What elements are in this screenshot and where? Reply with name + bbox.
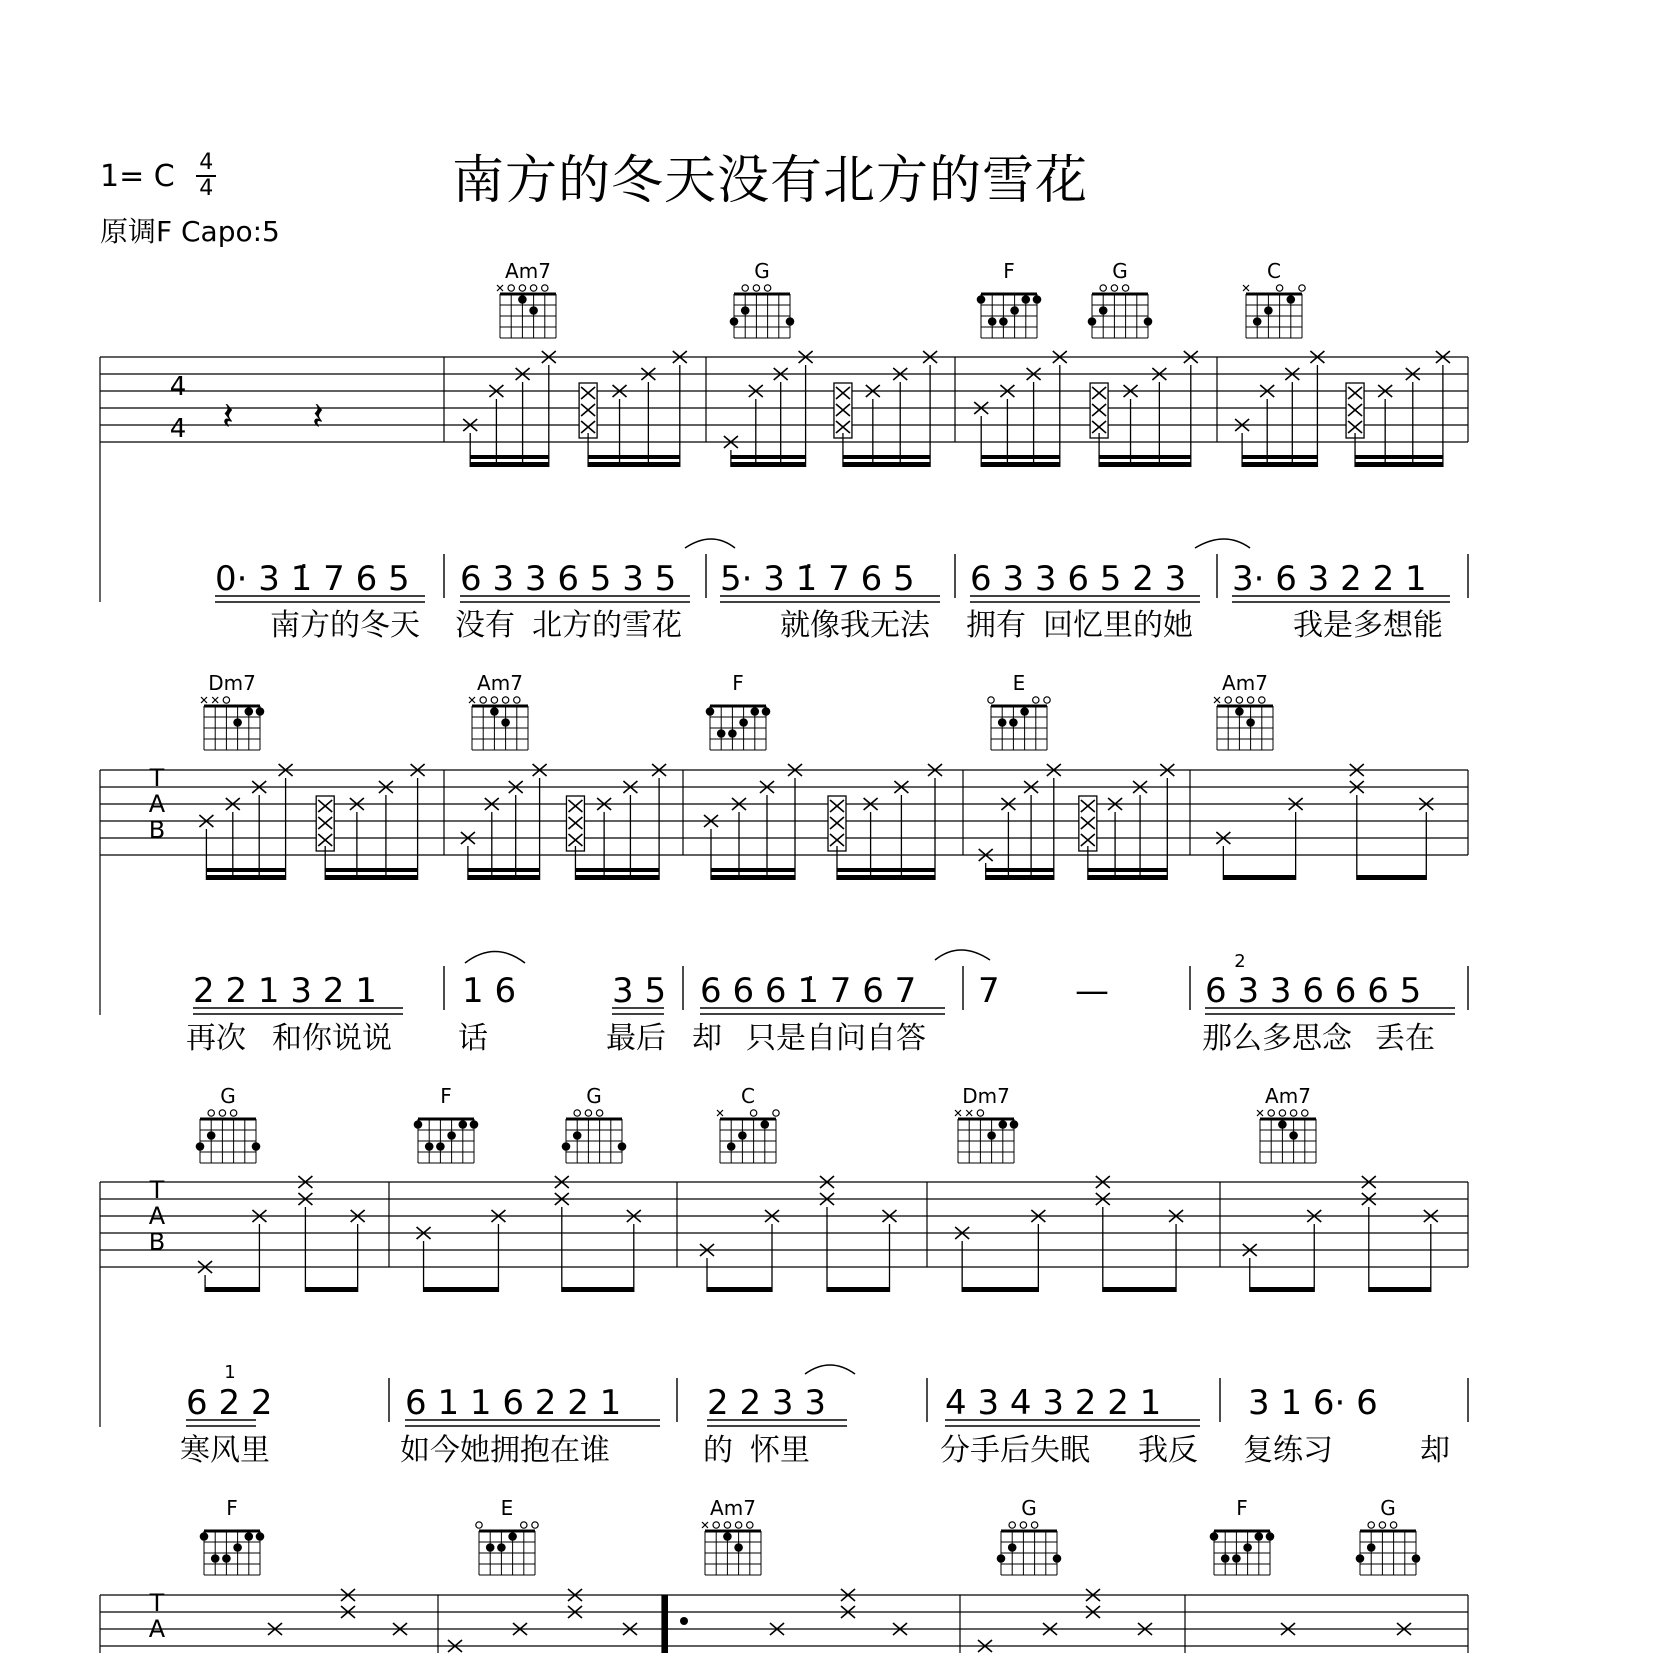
finger-dot bbox=[1356, 1554, 1365, 1563]
finger-dot bbox=[1033, 295, 1042, 304]
chord-diagram bbox=[562, 1084, 627, 1163]
notation-group: 3 5 bbox=[612, 971, 667, 1011]
chord-name: Am7 bbox=[1222, 671, 1268, 695]
finger-dot bbox=[1010, 306, 1019, 315]
chord-diagram bbox=[1214, 671, 1273, 750]
system-3 bbox=[100, 1176, 1468, 1468]
notation-group: 2 2 3 3 bbox=[707, 1383, 826, 1423]
beam bbox=[711, 875, 795, 880]
finger-dot bbox=[1010, 1120, 1019, 1129]
key-label: 1= C bbox=[100, 158, 175, 194]
chord-diagram bbox=[497, 259, 556, 338]
lyric: 那么多思念 bbox=[1202, 1021, 1352, 1056]
finger-dot bbox=[1088, 317, 1097, 326]
finger-dot bbox=[1221, 1554, 1230, 1563]
chord-diagram bbox=[200, 1496, 265, 1575]
tie bbox=[935, 950, 990, 960]
finger-dot bbox=[738, 1131, 747, 1140]
finger-dot bbox=[786, 317, 795, 326]
lyric: 最后 bbox=[606, 1021, 666, 1056]
repeat-bar bbox=[662, 1595, 668, 1653]
notation-group: 6 3 3 6 6 6 5 bbox=[1205, 971, 1422, 1011]
grace-note: 2 bbox=[1234, 951, 1246, 972]
finger-dot bbox=[1099, 306, 1108, 315]
finger-dot bbox=[233, 1543, 242, 1552]
lyric: 南方的冬天 bbox=[270, 608, 420, 643]
finger-dot bbox=[1008, 1543, 1017, 1552]
beam bbox=[981, 462, 1060, 467]
finger-dot bbox=[728, 729, 737, 738]
finger-dot bbox=[518, 295, 527, 304]
finger-dot bbox=[987, 1131, 996, 1140]
finger-dot bbox=[1053, 1554, 1062, 1563]
beam bbox=[575, 875, 659, 880]
chord-name: G bbox=[220, 1084, 236, 1108]
chord-name: G bbox=[1112, 259, 1128, 283]
chord-diagram bbox=[476, 1496, 538, 1575]
notation-group: 1 6 bbox=[462, 971, 517, 1011]
tab-label: B bbox=[148, 816, 166, 844]
finger-dot bbox=[562, 1142, 571, 1151]
finger-dot bbox=[977, 295, 986, 304]
finger-dot bbox=[999, 317, 1008, 326]
time-sig-top: 4 bbox=[199, 150, 214, 175]
finger-dot bbox=[717, 729, 726, 738]
beam bbox=[731, 462, 806, 467]
finger-dot bbox=[200, 1532, 209, 1541]
beam bbox=[1099, 462, 1191, 467]
notation-group: 3 1 6· 6 bbox=[1248, 1383, 1378, 1423]
chord-diagram bbox=[717, 1084, 779, 1163]
finger-dot bbox=[734, 1543, 743, 1552]
tab-label: T bbox=[149, 1589, 165, 1617]
chord-name: Am7 bbox=[505, 259, 551, 283]
finger-dot bbox=[1020, 707, 1029, 716]
beam bbox=[1355, 462, 1443, 467]
beam bbox=[205, 1287, 259, 1292]
finger-dot bbox=[447, 1131, 456, 1140]
system-2 bbox=[100, 764, 1468, 1056]
finger-dot bbox=[1255, 1532, 1264, 1541]
finger-dot bbox=[1009, 718, 1018, 727]
notation-group: 3· 6 3 2 2 1 bbox=[1232, 559, 1427, 599]
rest-icon: 𝄽 bbox=[312, 394, 324, 438]
finger-dot bbox=[1022, 295, 1031, 304]
lyric: 我是多想能 bbox=[1293, 608, 1443, 643]
finger-dot bbox=[1264, 306, 1273, 315]
chord-diagram bbox=[1356, 1496, 1421, 1575]
notation-group: 7 bbox=[978, 971, 1000, 1011]
finger-dot bbox=[256, 1532, 265, 1541]
finger-dot bbox=[1289, 1131, 1298, 1140]
finger-dot bbox=[486, 1543, 495, 1552]
finger-dot bbox=[1278, 1120, 1287, 1129]
chord-name: F bbox=[1003, 259, 1015, 283]
lyric: 我反 bbox=[1138, 1433, 1198, 1468]
finger-dot bbox=[196, 1142, 205, 1151]
finger-dot bbox=[1144, 317, 1153, 326]
notation-group: 6 3 3 6 5 3 5 bbox=[460, 559, 677, 599]
tab-label: T bbox=[149, 764, 165, 792]
lyric: 就像我无法 bbox=[780, 608, 930, 643]
page-title: 南方的冬天没有北方的雪花 bbox=[452, 151, 1089, 211]
beam bbox=[325, 875, 417, 880]
tie bbox=[685, 539, 735, 548]
finger-dot bbox=[988, 317, 997, 326]
lyric: 的 bbox=[703, 1433, 733, 1468]
finger-dot bbox=[739, 718, 748, 727]
lyric: 再次 bbox=[186, 1021, 246, 1056]
grace-note: 1 bbox=[224, 1362, 236, 1383]
beam bbox=[206, 875, 285, 880]
chord-diagram bbox=[730, 259, 795, 338]
tie bbox=[805, 1365, 855, 1374]
chord-diagram bbox=[469, 671, 528, 750]
chord-diagram bbox=[201, 671, 264, 750]
lyric: 怀里 bbox=[750, 1433, 810, 1468]
tab-label: B bbox=[148, 1228, 166, 1256]
finger-dot bbox=[490, 707, 499, 716]
beam bbox=[1357, 875, 1427, 880]
chord-name: G bbox=[754, 259, 770, 283]
lyric: 回忆里的她 bbox=[1043, 608, 1193, 643]
chord-name: Am7 bbox=[477, 671, 523, 695]
rest-icon: 𝄽 bbox=[222, 394, 234, 438]
chord-diagram bbox=[706, 671, 771, 750]
finger-dot bbox=[723, 1532, 732, 1541]
beam bbox=[707, 1287, 772, 1292]
chord-name: G bbox=[1380, 1496, 1396, 1520]
beam bbox=[424, 1287, 499, 1292]
tab-label: A bbox=[148, 1202, 166, 1230]
lyric: 丢在 bbox=[1375, 1021, 1435, 1056]
beam bbox=[470, 462, 549, 467]
finger-dot bbox=[501, 718, 510, 727]
system-4 bbox=[100, 1589, 1468, 1653]
chord-diagram bbox=[1243, 259, 1305, 338]
beam bbox=[1103, 1287, 1176, 1292]
finger-dot bbox=[508, 1532, 517, 1541]
chord-diagram bbox=[955, 1084, 1018, 1163]
beam bbox=[1242, 462, 1317, 467]
chord-diagram bbox=[196, 1084, 261, 1163]
finger-dot bbox=[727, 1142, 736, 1151]
lyric: 北方的雪花 bbox=[532, 608, 682, 643]
notation-group: 6 3 3 6 5 2 3 bbox=[970, 559, 1187, 599]
repeat-dot bbox=[680, 1617, 688, 1625]
chord-name: F bbox=[732, 671, 744, 695]
lyric: 拥有 bbox=[966, 608, 1026, 643]
tab-label: A bbox=[148, 1615, 166, 1643]
beam bbox=[827, 1287, 890, 1292]
finger-dot bbox=[1235, 707, 1244, 716]
system-1 bbox=[100, 351, 1468, 643]
finger-dot bbox=[741, 306, 750, 315]
lyric: 只是自问自答 bbox=[746, 1021, 926, 1056]
chord-name: C bbox=[1267, 259, 1281, 283]
finger-dot bbox=[761, 1120, 770, 1129]
beam bbox=[562, 1287, 634, 1292]
chord-name: Am7 bbox=[710, 1496, 756, 1520]
notation-group: — bbox=[1075, 971, 1109, 1011]
chord-diagram bbox=[997, 1496, 1062, 1575]
beam bbox=[962, 1287, 1038, 1292]
tie bbox=[1195, 539, 1250, 548]
tab-label: A bbox=[148, 790, 166, 818]
chord-diagram bbox=[988, 671, 1050, 750]
finger-dot bbox=[245, 1532, 254, 1541]
finger-dot bbox=[1287, 295, 1296, 304]
lyric: 没有 bbox=[455, 608, 515, 643]
chord-name: G bbox=[1021, 1496, 1037, 1520]
chord-diagram bbox=[414, 1084, 479, 1163]
beam bbox=[837, 875, 935, 880]
finger-dot bbox=[207, 1131, 216, 1140]
notation-group: 6 2 2 bbox=[186, 1383, 273, 1423]
tie bbox=[465, 952, 525, 964]
finger-dot bbox=[762, 707, 771, 716]
finger-dot bbox=[1232, 1554, 1241, 1563]
finger-dot bbox=[573, 1131, 582, 1140]
finger-dot bbox=[211, 1554, 220, 1563]
finger-dot bbox=[1253, 317, 1262, 326]
finger-dot bbox=[1243, 1543, 1252, 1552]
beam bbox=[1223, 875, 1295, 880]
beam bbox=[986, 875, 1054, 880]
finger-dot bbox=[751, 707, 760, 716]
chord-diagram bbox=[1210, 1496, 1275, 1575]
finger-dot bbox=[459, 1120, 468, 1129]
lyric: 寒风里 bbox=[180, 1433, 270, 1468]
finger-dot bbox=[618, 1142, 627, 1151]
finger-dot bbox=[252, 1142, 261, 1151]
lyric: 和你说说 bbox=[272, 1021, 392, 1056]
chord-diagram bbox=[1088, 259, 1153, 338]
original-key-capo: 原调F Capo:5 bbox=[100, 215, 280, 248]
chord-name: F bbox=[440, 1084, 452, 1108]
chord-name: E bbox=[500, 1496, 514, 1520]
beam bbox=[305, 1287, 357, 1292]
tab-label: T bbox=[149, 1176, 165, 1204]
finger-dot bbox=[414, 1120, 423, 1129]
chord-name: F bbox=[226, 1496, 238, 1520]
time-sig-bottom: 4 bbox=[199, 176, 214, 201]
beam bbox=[1088, 875, 1167, 880]
chord-diagram bbox=[1257, 1084, 1316, 1163]
notation-group: 2 2 1 3 2 1 bbox=[193, 971, 377, 1011]
finger-dot bbox=[997, 1554, 1006, 1563]
beam bbox=[1369, 1287, 1431, 1292]
chord-name: F bbox=[1236, 1496, 1248, 1520]
tab-time-sig: 4 bbox=[169, 372, 187, 402]
chord-name: E bbox=[1012, 671, 1026, 695]
lyric: 分手后失眠 bbox=[940, 1433, 1090, 1468]
lyric: 复练习 bbox=[1243, 1433, 1333, 1468]
chord-name: C bbox=[741, 1084, 755, 1108]
chord-name: Dm7 bbox=[208, 671, 256, 695]
notation-group: 6 1 1 6 2 2 1 bbox=[405, 1383, 622, 1423]
finger-dot bbox=[425, 1142, 434, 1151]
beam bbox=[843, 462, 930, 467]
chord-name: Am7 bbox=[1265, 1084, 1311, 1108]
finger-dot bbox=[1246, 718, 1255, 727]
notation-group: 5· 3 1̇ 7 6 5 bbox=[720, 559, 915, 599]
finger-dot bbox=[245, 707, 254, 716]
notation-group: 0· 3 1̇ 7 6 5 bbox=[215, 559, 410, 599]
finger-dot bbox=[998, 718, 1007, 727]
finger-dot bbox=[730, 317, 739, 326]
finger-dot bbox=[256, 707, 265, 716]
notation-group: 4 3 4 3 2 2 1 bbox=[945, 1383, 1162, 1423]
beam bbox=[468, 875, 540, 880]
lyric: 如今她拥抱在谁 bbox=[400, 1433, 610, 1468]
finger-dot bbox=[529, 306, 538, 315]
notation-group: 6 6 6 1̇ 7 6 7 bbox=[700, 971, 917, 1011]
tab-time-sig: 4 bbox=[169, 414, 187, 444]
chord-name: Dm7 bbox=[962, 1084, 1010, 1108]
finger-dot bbox=[470, 1120, 479, 1129]
finger-dot bbox=[233, 718, 242, 727]
finger-dot bbox=[999, 1120, 1008, 1129]
finger-dot bbox=[1412, 1554, 1421, 1563]
beam bbox=[588, 462, 680, 467]
finger-dot bbox=[1210, 1532, 1219, 1541]
finger-dot bbox=[706, 707, 715, 716]
chord-diagram bbox=[977, 259, 1042, 338]
lyric: 话 bbox=[458, 1021, 488, 1056]
lyric: 却 bbox=[1420, 1433, 1450, 1468]
finger-dot bbox=[436, 1142, 445, 1151]
beam bbox=[1250, 1287, 1314, 1292]
finger-dot bbox=[1367, 1543, 1376, 1552]
chord-name: G bbox=[586, 1084, 602, 1108]
finger-dot bbox=[1266, 1532, 1275, 1541]
chord-diagram bbox=[702, 1496, 761, 1575]
finger-dot bbox=[497, 1543, 506, 1552]
lyric: 却 bbox=[692, 1021, 722, 1056]
finger-dot bbox=[222, 1554, 231, 1563]
